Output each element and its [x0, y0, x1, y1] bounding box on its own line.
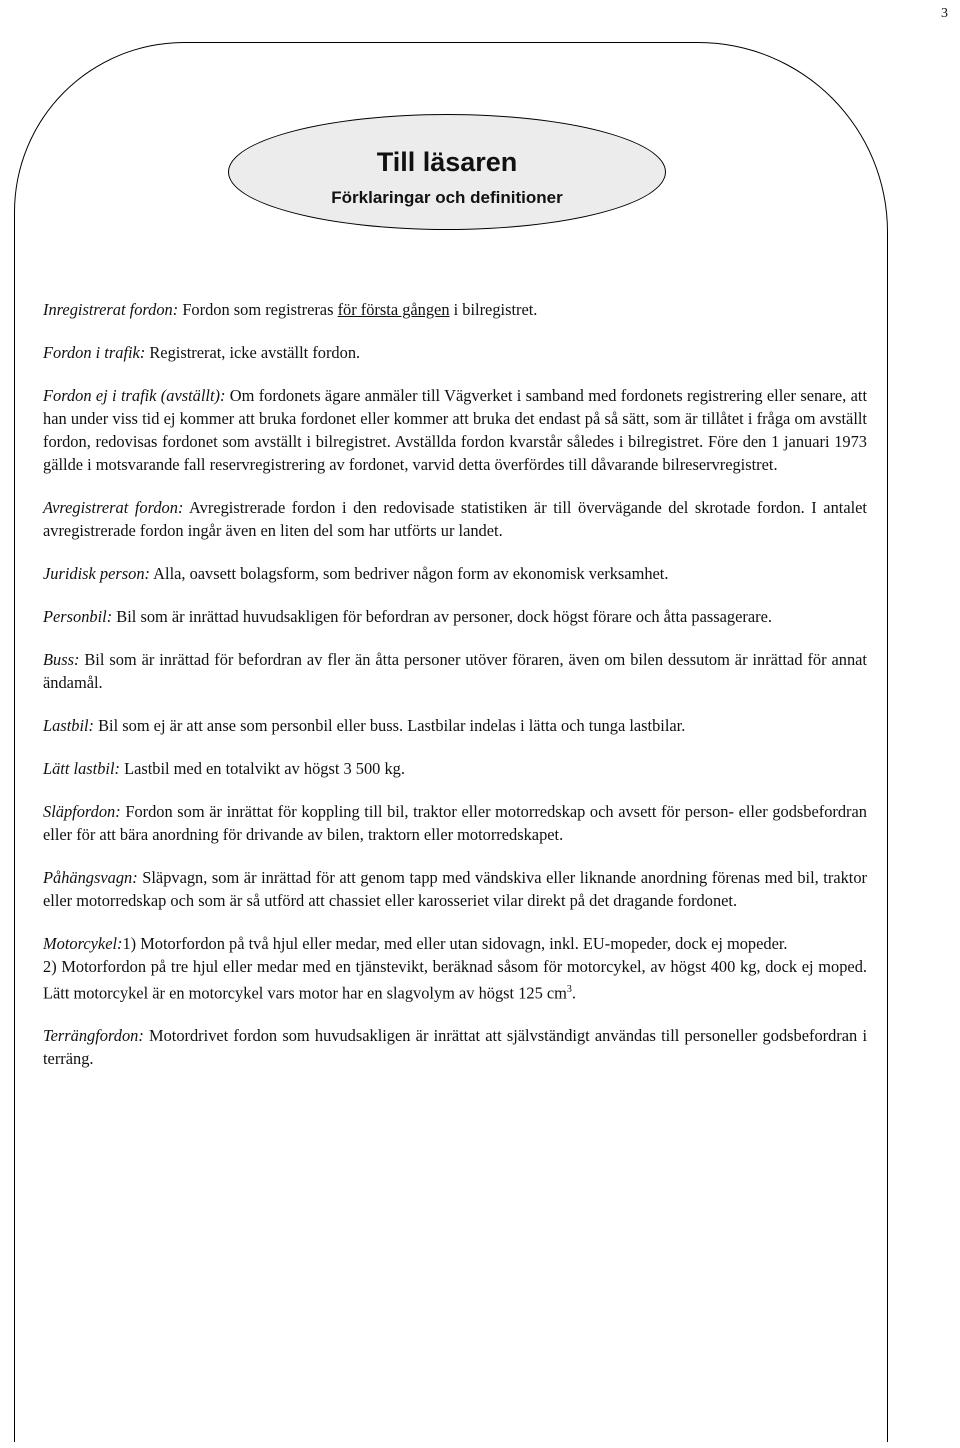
definition-text: . [571, 983, 577, 1003]
term: Buss: [43, 650, 80, 669]
term: Avregistrerat fordon: [43, 498, 184, 517]
term: Motorcykel: [43, 934, 123, 953]
header-ellipse [228, 114, 666, 230]
definition-text: Registrerat, icke avställt fordon. [145, 343, 361, 362]
page-title: Till läsaren [376, 147, 518, 177]
definition-text: Om fordonets ägare anmäler till Vägverket i samband med fordonets registrering eller senare, att han under viss tid ej kommer att bruka fordonet eller kommer att bruka det endast på så sätt, som är tillåtet i fråga om avställt fordon, redovisas fordonet som avställt i bilregistret. Avställda fordon kvarstår således i bilregistret. Före den 1 januari 1973 gällde i motsvarande fall reservregistrering av fordonet, varvid detta överfördes till dåvarande bilreservregistret. [43, 386, 867, 474]
definition-text: Bil som ej är att anse som personbil eller buss. Lastbilar indelas i lätta och tunga lastbilar. [94, 716, 686, 735]
term: Terrängfordon: [43, 1026, 144, 1046]
term: Inregistrerat fordon: [43, 300, 179, 319]
definition-truck [43, 714, 867, 737]
definition-in-traffic [43, 341, 867, 364]
superscript: 3 [566, 984, 572, 995]
definition-not-in-traffic [43, 384, 867, 476]
definition-registered [43, 298, 867, 321]
definition-text: i bilregistret. [449, 300, 538, 319]
page-number: 3 [941, 6, 948, 21]
term: Fordon ej i trafik (avställt): [43, 386, 226, 405]
definitions-list [43, 298, 867, 1090]
definition-legal-person [43, 562, 867, 585]
definition-trailer [43, 800, 867, 846]
definition-motorcycle [43, 932, 867, 955]
term: Lätt lastbil: [43, 759, 120, 778]
term: Påhängsvagn: [43, 868, 138, 887]
definition-text: Avregistrerade fordon i den redovisade statistiken är till övervägande del skrotade fordon. I antalet avregistrerade fordon ingår även en liten del som har utförts ur landet. [43, 498, 867, 540]
definition-text: Fordon som är inrättat för koppling till bil, traktor eller motorredskap och avsett för person- eller godsbefordran eller för att bära anordning för drivande av bilen, traktorn eller motorredskapet. [43, 802, 867, 844]
definition-light-truck [43, 757, 867, 780]
definition-car [43, 605, 867, 628]
definition-text: 1) Motorfordon på två hjul eller medar, med eller utan sidovagn, inkl. EU-mopeder, dock ej mopeder. [122, 934, 788, 953]
definition-text: Motordrivet fordon som huvudsakligen är inrättat att självständigt användas till personeller godsbefordran i terräng. [43, 1026, 867, 1069]
term: Personbil: [43, 607, 113, 626]
definition-deregistered [43, 496, 867, 542]
term: Lastbil: [43, 716, 95, 735]
page-subtitle: Förklaringar och definitioner [331, 188, 563, 207]
term: Fordon i trafik: [43, 343, 146, 362]
definition-bus [43, 648, 867, 694]
definition-text: Bil som är inrättad huvudsakligen för befordran av personer, dock högst förare och åtta passagerare. [112, 607, 772, 626]
definition-text: Bil som är inrättad för befordran av fler än åtta personer utöver föraren, även om bilen dessutom är inrättad för annat ändamål. [43, 650, 867, 692]
definition-motorcycle-2 [43, 955, 867, 1004]
definition-text: Fordon som registreras [178, 300, 338, 319]
term: Juridisk person: [43, 564, 150, 583]
definition-semitrailer [43, 866, 867, 912]
definition-text: Lastbil med en totalvikt av högst 3 500 kg. [119, 759, 405, 778]
term: Släpfordon: [43, 802, 121, 821]
definition-text: Alla, oavsett bolagsform, som bedriver någon form av ekonomisk verksamhet. [149, 564, 669, 583]
underlined-text: för första gången [337, 300, 450, 319]
definition-text: 2) Motorfordon på tre hjul eller medar med en tjänstevikt, beräknad såsom för motorcykel, av högst 400 kg, dock ej moped. Lätt motorcykel är en motorcykel vars motor har en slagvolym av högst 125 cm [43, 957, 867, 1003]
definition-terrain [43, 1024, 867, 1070]
definition-text: Släpvagn, som är inrättad för att genom tapp med vändskiva eller liknande anordning förenas med bil, traktor eller motorredskap och som är så utförd att chassiet eller karosseriet vilar direkt på det dragande fordonet. [43, 868, 867, 910]
